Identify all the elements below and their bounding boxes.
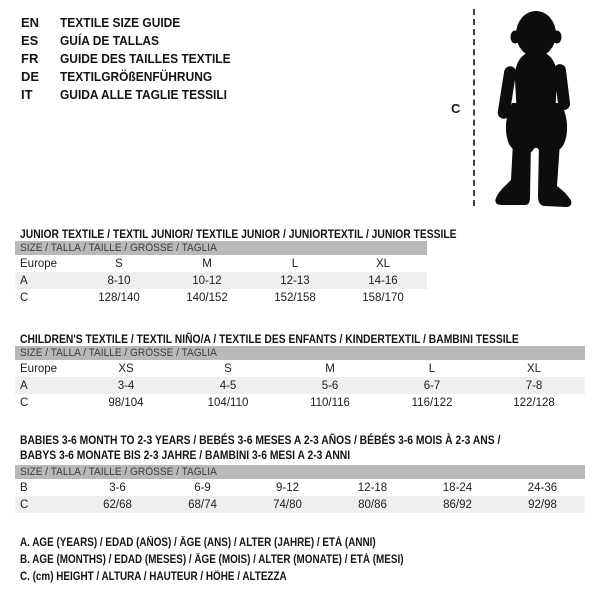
height-measure-line [473, 9, 475, 206]
table-cell: 9-12 [275, 481, 300, 494]
size-table-junior [15, 241, 427, 306]
table-cell: 98/104 [108, 396, 144, 409]
row-label: C [20, 291, 29, 304]
language-code: IT [21, 86, 33, 102]
language-code: ES [21, 32, 39, 48]
table-cell: 68/74 [188, 498, 217, 511]
row-label: C [20, 396, 29, 409]
row-label: A [20, 379, 28, 392]
table-cell: M [202, 257, 212, 270]
footnote-c: C. (cm) HEIGHT / ALTURA / HAUTEUR / HÖHE / ALTEZZA [20, 571, 287, 583]
language-row [21, 49, 245, 67]
footnote-b: B. AGE (MONTHS) / EDAD (MESES) / ÂGE (MOIS) / ALTER (MONATE) / ETÀ (MESI) [20, 554, 404, 566]
language-title: GUIDE DES TAILLES TEXTILE [60, 50, 231, 66]
language-list [21, 13, 245, 103]
table-cell: 110/116 [310, 396, 350, 409]
table-title-children: CHILDREN'S TEXTILE / TEXTIL NIÑO/A / TEXTILE DES ENFANTS / KINDERTEXTIL / BAMBINI TESSILE [20, 331, 519, 346]
height-measure-label: C [451, 101, 461, 116]
table-cell: 5-6 [321, 379, 339, 392]
table-cell: 3-6 [109, 481, 126, 494]
table-cell: 92/98 [528, 498, 557, 511]
table-row [15, 377, 585, 394]
footnote-a: A. AGE (YEARS) / EDAD (AÑOS) / ÂGE (ANS) / ALTER (JAHRE) / ETÀ (ANNI) [20, 537, 376, 549]
language-title: TEXTILE SIZE GUIDE [60, 14, 181, 30]
row-label: B [20, 481, 28, 494]
table-title-babies: BABIES 3-6 MONTH TO 2-3 YEARS / BEBÉS 3-6 MESES A 2-3 AÑOS / BÉBÉS 3-6 MOIS À 2-3 ANS / BABYS 3-6 MONATE BIS 2-3 JAHRE / BAMBINI 3-6 MESI A 2-3 ANNI [20, 432, 501, 462]
table-cell: 4-5 [219, 379, 237, 392]
table-cell: 128/140 [98, 291, 140, 304]
table-cell: 86/92 [443, 498, 472, 511]
size-table-children [15, 346, 585, 411]
table-cell: 6-9 [194, 481, 211, 494]
table-cell: 14-16 [368, 274, 398, 287]
table-cell: 140/152 [186, 291, 228, 304]
language-row [21, 85, 245, 103]
table-row [15, 289, 427, 306]
table-cell: 12-13 [280, 274, 310, 287]
table-row [15, 394, 585, 411]
table-cell: 104/110 [207, 396, 249, 409]
table-size-header: SIZE / TALLA / TAILLE / GRÖSSE / TAGLIA [15, 241, 427, 255]
table-cell: 74/80 [273, 498, 302, 511]
table-cell: XL [375, 257, 391, 270]
table-cell: 18-24 [442, 481, 473, 494]
table-size-header: SIZE / TALLA / TAILLE / GRÖSSE / TAGLIA [15, 465, 585, 479]
language-row [21, 31, 245, 49]
table-row [15, 272, 427, 289]
table-cell: 24-36 [527, 481, 558, 494]
table-size-header: SIZE / TALLA / TAILLE / GRÖSSE / TAGLIA [15, 346, 585, 360]
table-cell: XL [526, 362, 542, 375]
table-cell: 152/158 [274, 291, 316, 304]
table-cell: L [428, 362, 436, 375]
table-cell: 80/86 [358, 498, 387, 511]
size-table-babies [15, 465, 585, 513]
row-label: C [20, 498, 29, 511]
table-row [15, 360, 585, 377]
table-cell: 8-10 [107, 274, 131, 287]
row-label: Europe [20, 257, 58, 270]
table-row [15, 479, 585, 496]
table-cell: 122/128 [513, 396, 555, 409]
language-title: GUIDA ALLE TAGLIE TESSILI [60, 86, 228, 102]
table-cell: 3-4 [117, 379, 135, 392]
table-rows [15, 479, 585, 513]
table-cell: 6-7 [423, 379, 441, 392]
table-row [15, 255, 427, 272]
footnotes [20, 535, 466, 586]
table-cell: 10-12 [192, 274, 222, 287]
table-title-junior: JUNIOR TEXTILE / TEXTIL JUNIOR/ TEXTILE JUNIOR / JUNIORTEXTIL / JUNIOR TESSILE [20, 226, 457, 241]
language-code: DE [21, 68, 40, 84]
table-row [15, 496, 585, 513]
language-row [21, 13, 245, 31]
table-cell: 12-18 [357, 481, 388, 494]
toddler-silhouette-icon [484, 8, 584, 213]
table-cell: 158/170 [362, 291, 404, 304]
table-cell: M [325, 362, 335, 375]
language-title: TEXTILGRÖßENFÜHRUNG [60, 68, 213, 84]
row-label: Europe [20, 362, 58, 375]
row-label: A [20, 274, 28, 287]
language-code: EN [21, 14, 40, 30]
table-cell: S [115, 257, 123, 270]
table-rows [15, 360, 585, 411]
table-rows [15, 255, 427, 306]
table-cell: S [224, 362, 232, 375]
language-code: FR [21, 50, 39, 66]
table-cell: 62/68 [103, 498, 132, 511]
table-cell: 116/122 [411, 396, 453, 409]
table-cell: XS [118, 362, 134, 375]
language-row [21, 67, 245, 85]
table-cell: L [291, 257, 299, 270]
table-cell: 7-8 [525, 379, 543, 392]
language-title: GUÍA DE TALLAS [60, 32, 160, 48]
